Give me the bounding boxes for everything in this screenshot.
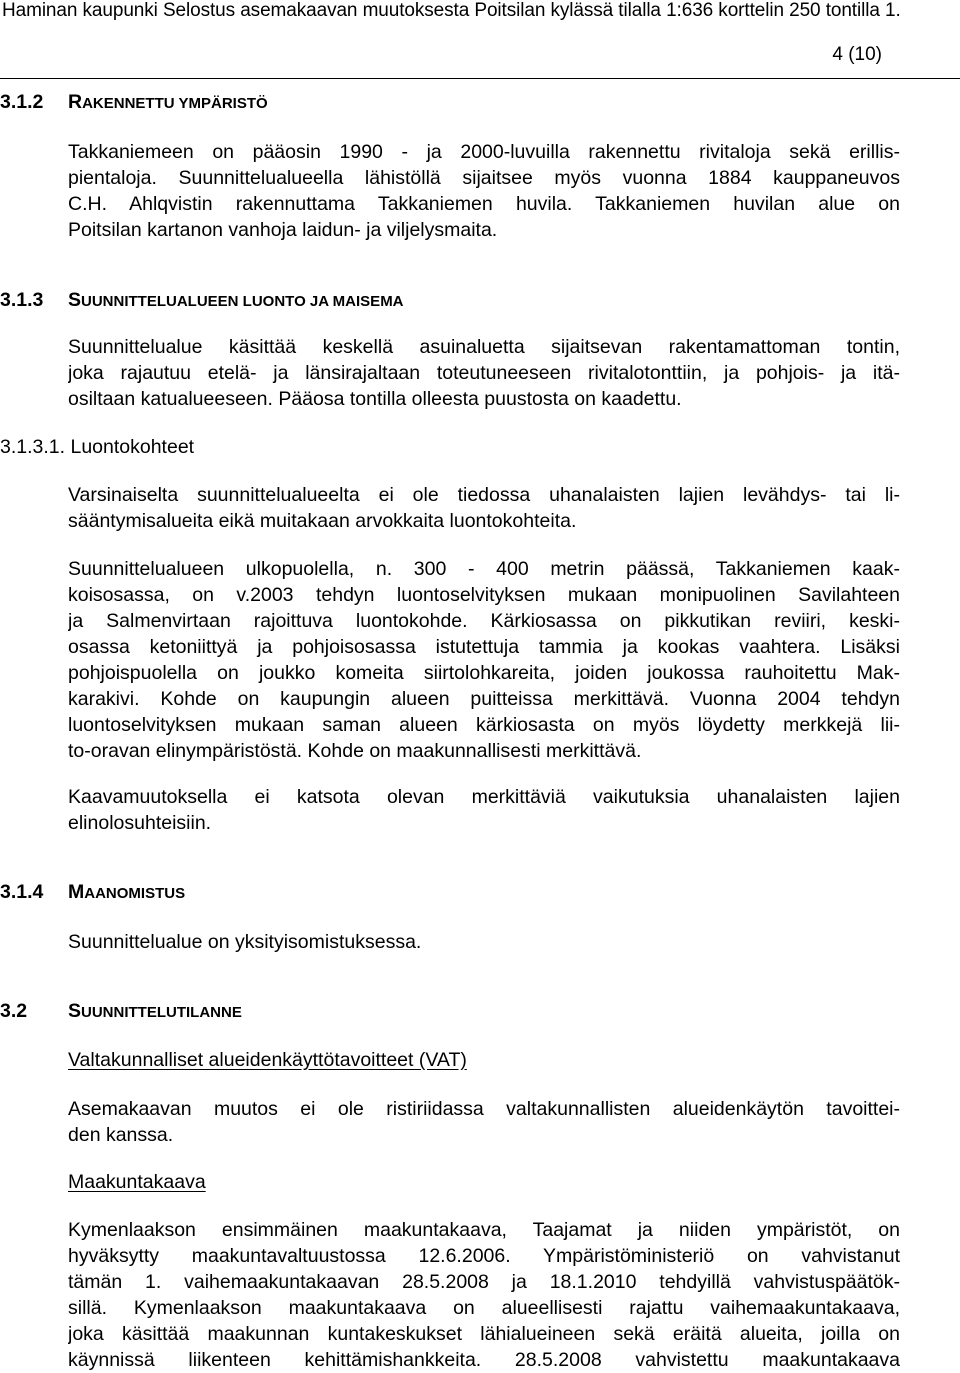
paragraph-nature-sites-1 — [68, 482, 900, 534]
text-line: joka käsittää maakunnan kuntakeskukset lähialueineen sekä eräitä alueita, joilla on — [68, 1323, 900, 1345]
section-number: 3.1.3 — [0, 289, 44, 311]
text-line: Suunnittelualue käsittää keskellä asuinaluetta sijaitsevan rakentamattoman tontin, — [68, 336, 900, 358]
text-line: Poitsilan kartanon vanhoja laidun- ja viljelysmaita. — [68, 219, 498, 241]
text-line: osassa ketoniittyä ja pohjoisosassa istutettuja tammia ja kookas vaahtera. Lisäksi — [68, 636, 900, 658]
text-line: koisosassa, on v.2003 tehdyn luontoselvityksen mukaan monipuolinen Savilahteen — [68, 584, 900, 606]
regional-plan-heading — [68, 1169, 900, 1195]
paragraph-land-ownership — [68, 929, 900, 955]
section-number: 3.1.4 — [0, 881, 44, 903]
text-line: Varsinaiselta suunnittelualueelta ei ole tiedossa uhanalaisten lajien levähdys- tai li- — [68, 484, 900, 506]
text-line: joka rajautuu etelä- ja länsirajaltaan toteutuneeseen rivitalotonttiin, ja pohjois- ja itä- — [68, 362, 900, 384]
text-line: osiltaan katualueeseen. Pääosa tontilla olleesta puustosta on kaadettu. — [68, 388, 682, 410]
section-title-rest: UUNNITTELUALUEEN LUONTO JA MAISEMA — [81, 293, 404, 310]
paragraph-vat — [68, 1096, 900, 1148]
text-line: pohjoispuolella on joukko komeita siirtolohkareita, joiden joukossa rauhoitettu Mak- — [68, 662, 900, 684]
section-title-rest: AKENNETTU YMPÄRISTÖ — [82, 95, 268, 112]
section-number: 3.2 — [0, 1000, 28, 1022]
section-title-rest: AANOMISTUS — [84, 885, 186, 902]
text-line: Kaavamuutoksella ei katsota olevan merkittäviä vaikutuksia uhanalaisten lajien — [68, 786, 900, 808]
section-title-rest: UUNNITTELUTILANNE — [81, 1004, 242, 1021]
document-header-title: Haminan kaupunki Selostus asemakaavan muutoksesta Poitsilan kylässä tilalla 1:636 korttelin 250 tontilla 1. — [2, 0, 901, 21]
subsection-heading-3-1-3-1: 3.1.3.1. Luontokohteet — [0, 436, 195, 458]
text-line: den kanssa. — [68, 1124, 174, 1146]
header-divider — [0, 78, 960, 79]
paragraph-nature-sites-2 — [68, 556, 900, 764]
text-line: pientaloja. Suunnittelualueella lähistöllä sijaitsee myös vuonna 1884 kauppaneuvos — [68, 167, 900, 189]
text-line: Takkaniemeen on pääosin 1990 - ja 2000-luvuilla rakennettu rivitaloja sekä erillis- — [68, 141, 900, 163]
text-line: Suunnittelualue on yksityisomistuksessa. — [68, 931, 422, 953]
text-line: käynnissä liikenteen kehittämishankkeita. 28.5.2008 vahvistettu maakuntakaava — [68, 1349, 900, 1371]
underlined-subheading: Maakuntakaava — [68, 1171, 206, 1193]
section-heading-3-1-3 — [0, 289, 404, 312]
text-line: Suunnittelualueen ulkopuolella, n. 300 - 400 metrin päässä, Takkaniemen kaak- — [68, 558, 900, 580]
text-line: sillä. Kymenlaakson maakuntakaava on alueellisesti rajattu vaihemaakuntakaava, — [68, 1297, 900, 1319]
paragraph-nature-sites-3 — [68, 784, 900, 836]
section-heading-3-1-2 — [0, 91, 268, 114]
text-line: sääntymisalueita eikä muitakaan arvokkaita luontokohteita. — [68, 510, 577, 532]
text-line: luontoselvityksen mukaan saman alueen kärkiosasta on myös löydetty merkkejä lii- — [68, 714, 900, 736]
text-line: Kymenlaakson ensimmäinen maakuntakaava, Taajamat ja niiden ympäristöt, on — [68, 1219, 900, 1241]
text-line: hyväksytty maakuntavaltuustossa 12.6.2006. Ympäristöministeriö on vahvistanut — [68, 1245, 900, 1267]
text-line: karakivi. Kohde on kaupungin alueen puitteissa merkittävä. Vuonna 2004 tehdyn — [68, 688, 900, 710]
vat-heading — [68, 1047, 900, 1073]
text-line: Asemakaavan muutos ei ole ristiriidassa valtakunnallisten alueidenkäytön tavoittei- — [68, 1098, 900, 1120]
section-title-initial: S — [68, 289, 82, 311]
page-number: 4 (10) — [832, 44, 882, 65]
paragraph-nature-landscape — [68, 334, 900, 412]
text-line: C.H. Ahlqvistin rakennuttama Takkaniemen huvila. Takkaniemen huvilan alue on — [68, 193, 900, 215]
section-number: 3.1.2 — [0, 91, 44, 113]
underlined-subheading: Valtakunnalliset alueidenkäyttötavoitteet (VAT) — [68, 1049, 467, 1071]
section-title-initial: M — [68, 881, 85, 903]
text-line: tämän 1. vaihemaakuntakaavan 28.5.2008 ja 18.1.2010 tehdyillä vahvistuspäätök- — [68, 1271, 900, 1293]
section-heading-3-1-4 — [0, 881, 185, 904]
paragraph-regional-plan — [68, 1217, 900, 1373]
text-line: ja Salmenvirtaan rajoittuva luontokohde. Kärkiosassa on pikkutikan reviiri, keski- — [68, 610, 900, 632]
text-line: elinolosuhteisiin. — [68, 812, 212, 834]
text-line: to-oravan elinympäristöstä. Kohde on maakunnallisesti merkittävä. — [68, 740, 642, 762]
section-title-initial: S — [68, 1000, 82, 1022]
paragraph-built-environment — [68, 139, 900, 243]
section-heading-3-2 — [0, 1000, 242, 1023]
section-title-initial: R — [68, 91, 83, 113]
